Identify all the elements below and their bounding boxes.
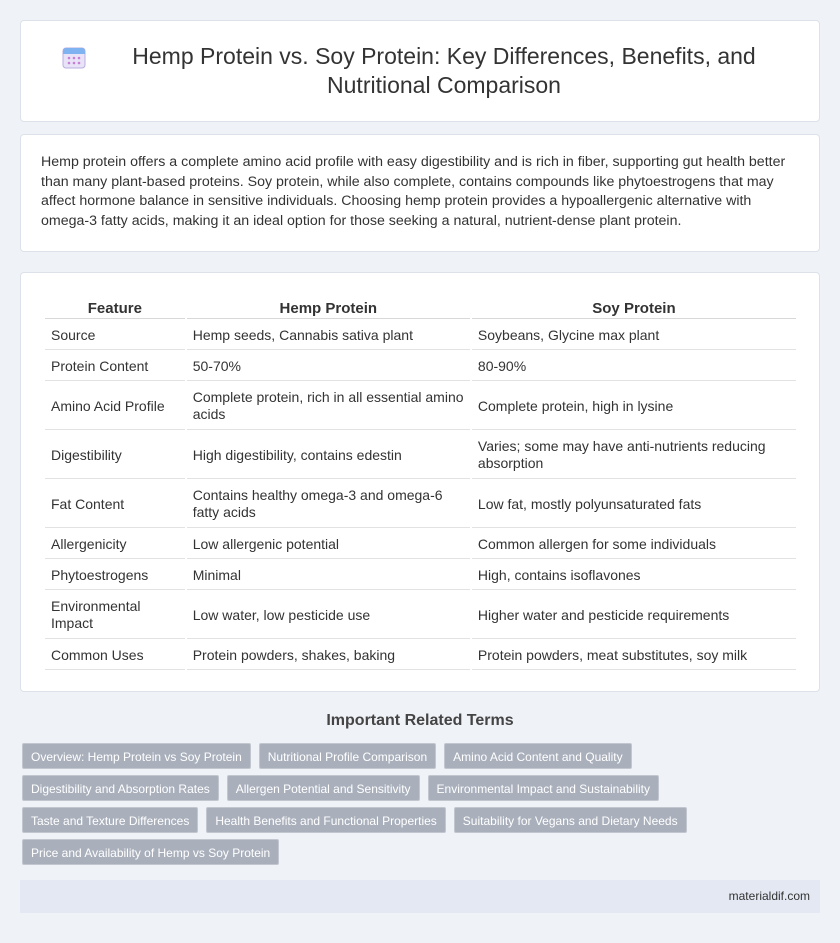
- related-terms-list: [22, 743, 822, 865]
- cell-soy: Common allergen for some individuals: [472, 530, 796, 559]
- related-term-link[interactable]: Taste and Texture Differences: [22, 807, 198, 833]
- column-header-feature: Feature: [45, 297, 185, 319]
- cell-soy: Soybeans, Glycine max plant: [472, 321, 796, 350]
- table-row: [45, 383, 796, 430]
- cell-feature: Digestibility: [45, 432, 185, 479]
- intro-card: [20, 134, 820, 252]
- header-card: [20, 20, 820, 122]
- cell-soy: High, contains isoflavones: [472, 561, 796, 590]
- related-term-link[interactable]: Overview: Hemp Protein vs Soy Protein: [22, 743, 251, 769]
- calendar-icon: [61, 44, 87, 70]
- table-row: [45, 592, 796, 639]
- table-row: [45, 561, 796, 590]
- cell-soy: 80-90%: [472, 352, 796, 381]
- cell-hemp: Protein powders, shakes, baking: [187, 641, 470, 670]
- related-term-link[interactable]: Environmental Impact and Sustainability: [428, 775, 659, 801]
- cell-soy: Complete protein, high in lysine: [472, 383, 796, 430]
- table-row: [45, 641, 796, 670]
- related-term-link[interactable]: Price and Availability of Hemp vs Soy Protein: [22, 839, 279, 865]
- cell-feature: Source: [45, 321, 185, 350]
- cell-hemp: 50-70%: [187, 352, 470, 381]
- table-row: [45, 321, 796, 350]
- cell-hemp: Hemp seeds, Cannabis sativa plant: [187, 321, 470, 350]
- comparison-table-card: [20, 272, 820, 692]
- cell-feature: Phytoestrogens: [45, 561, 185, 590]
- related-term-link[interactable]: Suitability for Vegans and Dietary Needs: [454, 807, 687, 833]
- related-term-link[interactable]: Digestibility and Absorption Rates: [22, 775, 219, 801]
- table-header-row: [45, 297, 796, 319]
- intro-paragraph: Hemp protein offers a complete amino acid profile with easy digestibility and is rich in fiber, supporting gut health better than many plant-based proteins. Soy protein, while also complete, contains compounds like phytoestrogens that may affect hormone balance in sensitive individuals. Choosing hemp protein provides a hypoallergenic alternative with omega-3 fatty acids, making it an ideal option for those seeking a natural, nutrient-dense plant protein.: [41, 154, 786, 229]
- related-term-link[interactable]: Nutritional Profile Comparison: [259, 743, 436, 769]
- cell-hemp: Complete protein, rich in all essential amino acids: [187, 383, 470, 430]
- related-terms-heading: Important Related Terms: [326, 712, 514, 729]
- comparison-table: [43, 295, 798, 672]
- cell-feature: Environmental Impact: [45, 592, 185, 639]
- table-row: [45, 352, 796, 381]
- cell-hemp: High digestibility, contains edestin: [187, 432, 470, 479]
- footer: [20, 880, 820, 913]
- cell-soy: Higher water and pesticide requirements: [472, 592, 796, 639]
- cell-hemp: Low water, low pesticide use: [187, 592, 470, 639]
- column-header-soy: Soy Protein: [472, 297, 796, 319]
- footer-site-name: materialdif.com: [728, 889, 810, 903]
- cell-hemp: Low allergenic potential: [187, 530, 470, 559]
- cell-hemp: Minimal: [187, 561, 470, 590]
- related-term-link[interactable]: Amino Acid Content and Quality: [444, 743, 631, 769]
- cell-feature: Amino Acid Profile: [45, 383, 185, 430]
- cell-feature: Allergenicity: [45, 530, 185, 559]
- table-row: [45, 530, 796, 559]
- cell-feature: Protein Content: [45, 352, 185, 381]
- cell-soy: Low fat, mostly polyunsaturated fats: [472, 481, 796, 528]
- cell-hemp: Contains healthy omega-3 and omega-6 fatty acids: [187, 481, 470, 528]
- cell-feature: Fat Content: [45, 481, 185, 528]
- related-term-link[interactable]: Allergen Potential and Sensitivity: [227, 775, 420, 801]
- cell-soy: Protein powders, meat substitutes, soy milk: [472, 641, 796, 670]
- cell-feature: Common Uses: [45, 641, 185, 670]
- cell-soy: Varies; some may have anti-nutrients reducing absorption: [472, 432, 796, 479]
- column-header-hemp: Hemp Protein: [187, 297, 470, 319]
- page-title: Hemp Protein vs. Soy Protein: Key Differences, Benefits, and Nutritional Comparison: [132, 43, 756, 98]
- related-term-link[interactable]: Health Benefits and Functional Properties: [206, 807, 445, 833]
- table-row: [45, 481, 796, 528]
- table-row: [45, 432, 796, 479]
